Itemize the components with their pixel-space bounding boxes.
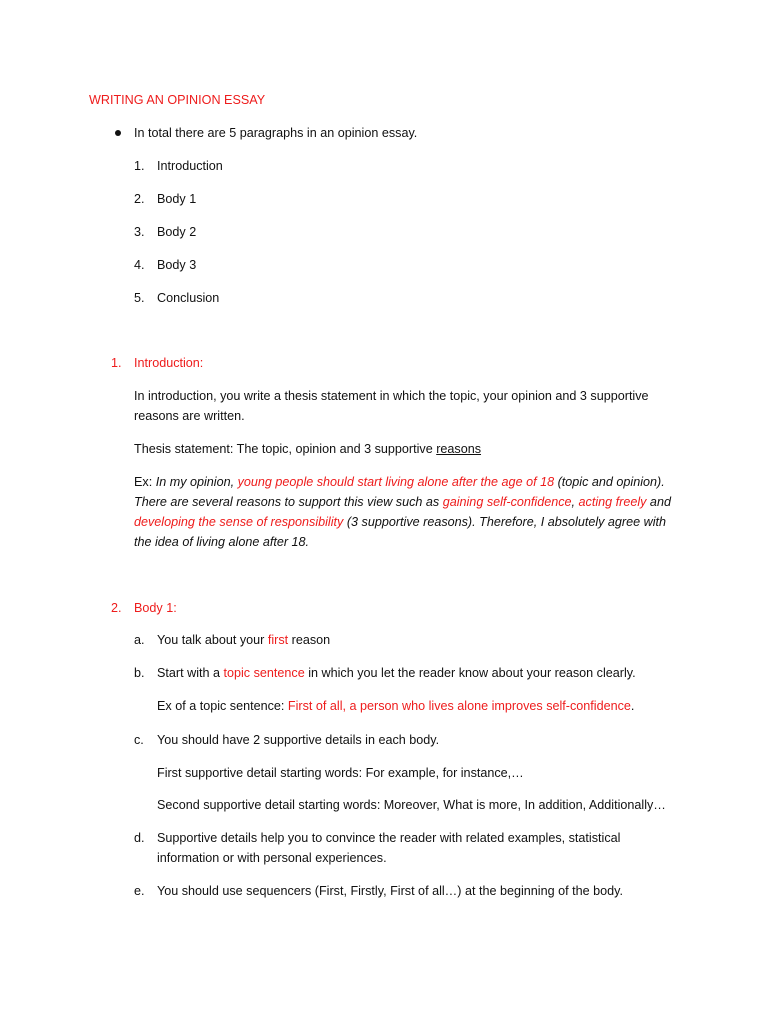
item-text: You talk about your [157,633,268,647]
list-marker: b. [134,666,145,680]
list-item [157,665,636,681]
section-heading-body1: Body 1: [134,601,177,615]
list-item [157,632,330,648]
bullet-icon [115,130,121,136]
outline-item: Body 1 [157,192,197,206]
outline-num: 4. [134,258,145,272]
topic-sentence-example [157,698,634,714]
list-marker: a. [134,633,145,647]
list-item: You should use sequencers (First, Firstly, First of all…) at the beginning of the body. [157,884,623,898]
example-line [134,474,665,490]
example-text: and [646,495,671,509]
item-text: Ex of a topic sentence: [157,699,288,713]
list-marker: e. [134,884,145,898]
item-highlight: topic sentence [223,666,305,680]
page-title: WRITING AN OPINION ESSAY [89,93,266,107]
detail-note: First supportive detail starting words: For example, for instance,… [157,766,524,780]
example-reason: developing the sense of responsibility [134,515,344,529]
example-topic: young people should start living alone after the age of 18 [237,475,555,489]
list-marker: d. [134,831,145,845]
item-text: Start with a [157,666,224,680]
example-text: In my opinion, [155,475,238,489]
example-line: the idea of living alone after 18. [134,535,310,549]
outline-item: Body 2 [157,225,197,239]
list-marker: c. [134,733,144,747]
thesis-text: Thesis statement: The topic, opinion and 3 supportive [134,442,437,456]
section-number: 1. [111,356,122,370]
item-highlight: first [267,633,289,647]
outline-item: Conclusion [157,291,220,305]
intro-description: In introduction, you write a thesis statement in which the topic, your opinion and 3 supportive [134,389,649,403]
outline-num: 5. [134,291,145,305]
item-highlight: First of all, a person who lives alone improves self-confidence [287,699,631,713]
outline-num: 2. [134,192,145,206]
item-text: in which you let the reader know about your reason clearly. [304,666,636,680]
outline-item: Body 3 [157,258,197,272]
detail-note: Second supportive detail starting words: Moreover, What is more, In addition, Additionally… [157,798,666,812]
outline-item: Introduction [157,159,223,173]
thesis-statement [134,441,481,457]
example-reason: acting freely [578,495,647,509]
list-item: Supportive details help you to convince the reader with related examples, statistical [157,831,621,845]
outline-num: 3. [134,225,145,239]
example-text: (topic and opinion). [554,475,665,489]
section-heading-introduction: Introduction: [134,356,204,370]
item-text: reason [288,633,331,647]
list-item: You should have 2 supportive details in each body. [157,733,440,747]
example-label: Ex: [134,475,156,489]
thesis-underlined: reasons [436,442,482,456]
intro-description: reasons are written. [134,409,245,423]
example-line [134,514,666,530]
example-text: There are several reasons to support this view such as [134,495,443,509]
intro-bullet-text: In total there are 5 paragraphs in an opinion essay. [134,126,418,140]
example-text: , [571,495,579,509]
item-text: . [630,699,635,713]
section-number: 2. [111,601,122,615]
example-reason: gaining self-confidence [442,495,572,509]
list-item-continued: information or with personal experiences. [157,851,387,865]
example-text: (3 supportive reasons). Therefore, I absolutely agree with [343,515,667,529]
example-line [134,494,671,510]
outline-num: 1. [134,159,145,173]
